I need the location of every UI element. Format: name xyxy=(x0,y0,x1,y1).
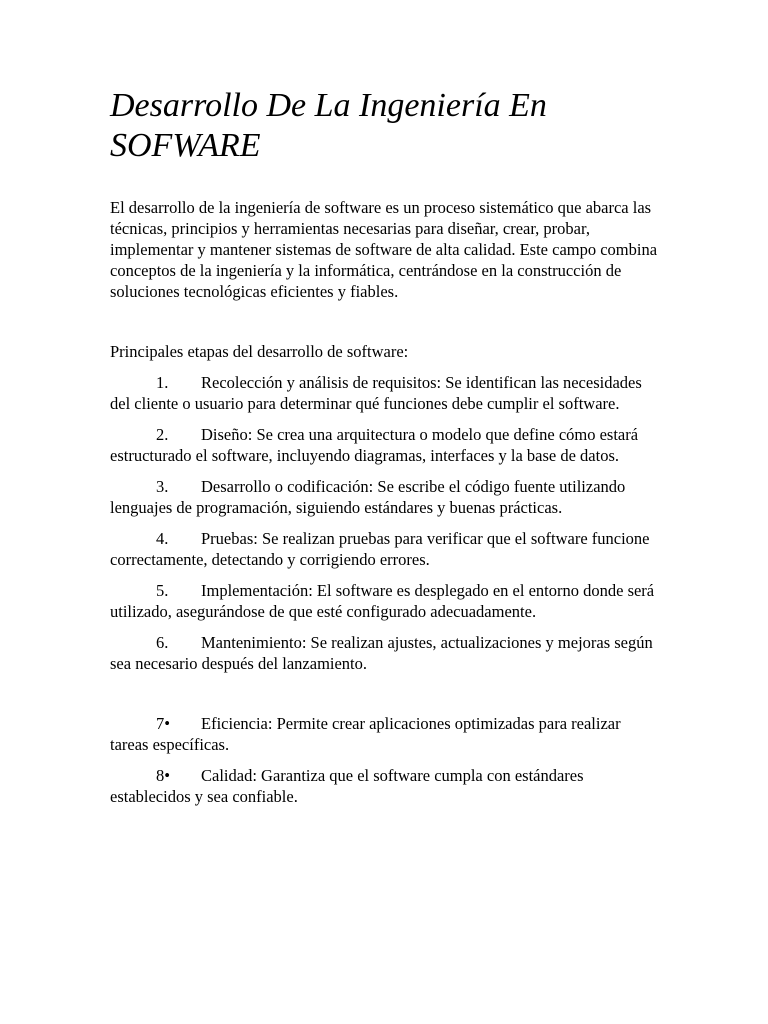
list-item-number: 1. xyxy=(156,373,169,392)
list-item-text: Mantenimiento: Se realizan ajustes, actualizaciones y mejoras según sea necesario después del lanzamiento. xyxy=(110,633,653,673)
list-item-number: 3. xyxy=(156,477,169,496)
document-page xyxy=(110,86,662,817)
list-item xyxy=(110,765,662,807)
section-spacer xyxy=(110,684,662,713)
list-item-number: 4. xyxy=(156,529,169,548)
list-item xyxy=(110,713,662,755)
list-item-number: 2. xyxy=(156,425,169,444)
beneficios-list xyxy=(110,713,662,807)
list-item-number: 5. xyxy=(156,581,169,600)
title-line-1: Desarrollo De La Ingeniería En xyxy=(110,87,547,124)
etapas-heading: Principales etapas del desarrollo de software: xyxy=(110,342,409,361)
list-item-text: Calidad: Garantiza que el software cumpla con estándares establecidos y sea confiable. xyxy=(110,766,584,806)
list-item xyxy=(110,528,662,570)
list-item-text: Recolección y análisis de requisitos: Se identifican las necesidades del cliente o usuario para determinar qué funciones debe cumplir el software. xyxy=(110,373,642,413)
intro-paragraph: El desarrollo de la ingeniería de software es un proceso sistemático que abarca las técnicas, principios y herramientas necesarias para diseñar, crear, probar, implementar y mantener sistemas de software de alta calidad. Este campo combina conceptos de la ingeniería y la informática, centrándose en la construcción de soluciones tecnológicas eficientes y fiables. xyxy=(110,198,658,301)
list-item-number: 7• xyxy=(156,714,171,733)
list-item-text: Pruebas: Se realizan pruebas para verificar que el software funcione correctamente, detectando y corrigiendo errores. xyxy=(110,529,650,569)
etapas-list xyxy=(110,372,662,674)
list-item-text: Desarrollo o codificación: Se escribe el código fuente utilizando lenguajes de programación, siguiendo estándares y buenas prácticas. xyxy=(110,477,626,517)
list-item xyxy=(110,372,662,414)
list-item xyxy=(110,424,662,466)
list-item xyxy=(110,580,662,622)
list-item-text: Eficiencia: Permite crear aplicaciones optimizadas para realizar tareas específicas. xyxy=(110,714,621,754)
title-line-2: SOFWARE xyxy=(110,127,261,164)
list-item-text: Diseño: Se crea una arquitectura o modelo que define cómo estará estructurado el software, incluyendo diagramas, interfaces y la base de datos. xyxy=(110,425,639,465)
list-item-number: 8• xyxy=(156,766,171,785)
list-item-number: 6. xyxy=(156,633,169,652)
list-item-text: Implementación: El software es desplegado en el entorno donde será utilizado, asegurándose de que esté configurado adecuadamente. xyxy=(110,581,655,621)
list-item xyxy=(110,632,662,674)
list-item xyxy=(110,476,662,518)
document-title xyxy=(110,86,662,166)
